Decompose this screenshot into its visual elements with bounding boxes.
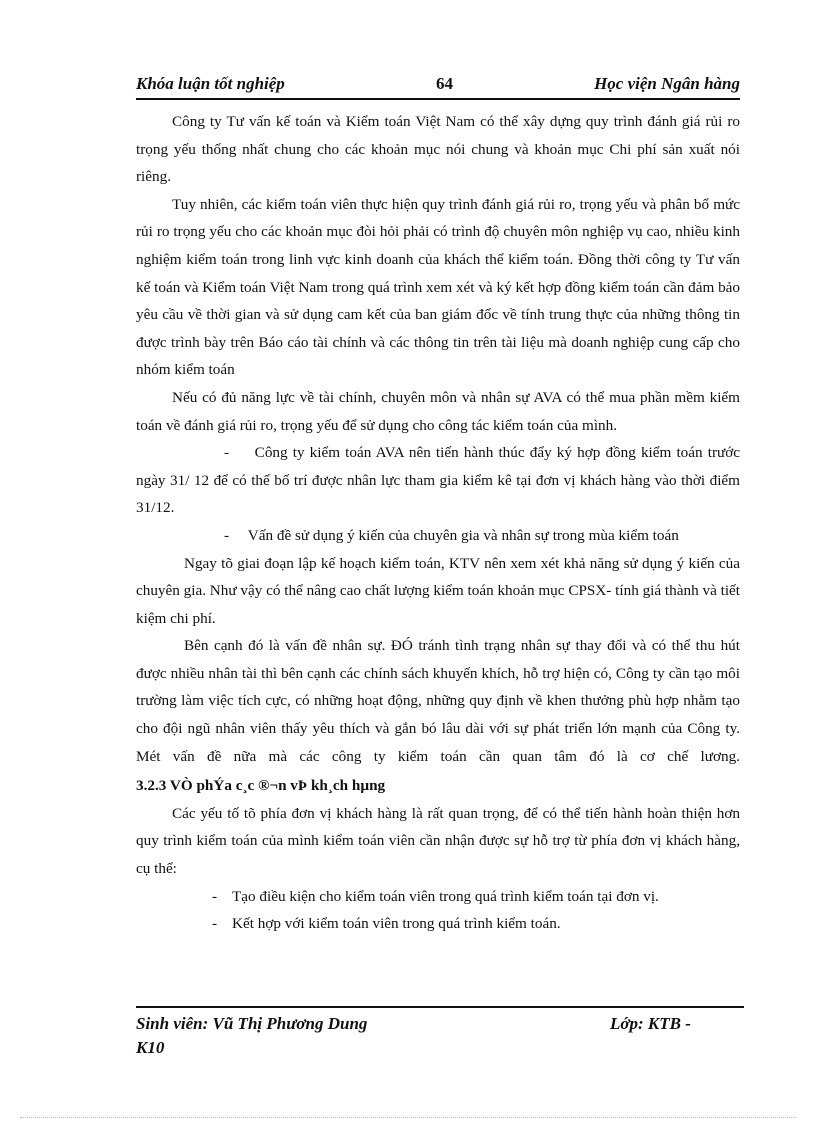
page-number: 64 <box>436 74 453 93</box>
header-title: Khóa luận tốt nghiệp <box>136 74 285 93</box>
dash-paragraph: - Công ty kiểm toán AVA nên tiến hành thúc đẩy ký hợp đồng kiểm toán trước ngày 31/ 12 để có thể bố trí được nhân lực tham gia kiểm kê tại đơn vị khách hàng vào thời điểm 31/12. <box>136 444 744 517</box>
bullet-item <box>136 883 740 911</box>
dash-paragraph: - Vấn đề sử dụng ý kiến của chuyên gia và nhân sự trong mùa kiểm toán <box>224 526 679 544</box>
section-heading: 3.2.3 VÒ phÝa c¸c ®¬n vÞ kh¸ch hµng <box>136 777 386 795</box>
document-body <box>136 108 744 938</box>
bullet-item <box>136 910 740 938</box>
bullet-marker: - <box>212 915 218 933</box>
footer-student: Sinh viên: Vũ Thị Phương Dung <box>136 1014 368 1033</box>
paragraph: Tuy nhiên, các kiểm toán viên thực hiện quy trình đánh giá rủi ro, trọng yếu và phân bổ mức rủi ro trọng yếu cho các khoản mục đòi hỏi phải có trình độ chuyên môn nghiệp vụ cao, nhiều kinh nghiệm kiểm toán trong linh vực kinh doanh của khách thể kiểm toán. Đồng thời công ty Tư vấn kế toán và Kiểm toán Việt Nam trong quá trình xem xét và ký kết hợp đồng kiểm toán cần đảm bảo yêu cầu về thời gian và sử dụng cam kết của ban giám đốc về tính trung thực của những thông tin được trình bày trên Báo cáo tài chính và các thông tin trên tài liệu mà doanh nghiệp cung cấp cho nhóm kiểm toán <box>136 195 740 379</box>
header-institution: Học viện Ngân hàng <box>594 74 740 93</box>
paragraph: Nếu có đủ năng lực về tài chính, chuyên môn và nhân sự AVA có thể mua phần mềm kiểm toán về đánh giá rủi ro, trọng yếu để sử dụng cho công tác kiểm toán của mình. <box>136 388 740 434</box>
paragraph: Bên cạnh đó là vấn đề nhân sự. ĐÓ tránh tình trạng nhân sự thay đổi và có thể thu hút được nhiều nhân tài thì bên cạnh các chính sách khuyến khích, hỗ trợ hiện có, Công ty cần tạo môi trường làm việc tích cực, có những hoạt động, những quy định về khen thưởng phù hợp nhằm tạo cho đội ngũ nhân viên thấy yêu thích và gắn bó lâu dài với sự phát triển lớn mạnh của Công ty. Mét vấn đề nữa mà các công ty kiểm toán cần quan tâm đó là cơ chế lương. <box>136 637 740 765</box>
page-bottom-divider <box>20 1117 796 1118</box>
page-header <box>136 72 740 100</box>
paragraph: Công ty Tư vấn kế toán và Kiểm toán Việt Nam có thể xây dựng quy trình đánh giá rủi ro trọng yếu thống nhất chung cho các khoản mục nói chung và khoản mục Chi phí sản xuất nói riêng. <box>136 113 740 186</box>
footer-class-cont: K10 <box>136 1038 165 1057</box>
bullet-text: Kết hợp với kiểm toán viên trong quá trình kiểm toán. <box>232 915 561 933</box>
paragraph: Ngay tõ giai đoạn lập kế hoạch kiểm toán, KTV nên xem xét khả năng sử dụng ý kiến của chuyên gia. Như vậy có thể nâng cao chất lượng kiểm toán khoản mục CPSX- tính giá thành và tiết kiệm chi phí. <box>136 554 741 627</box>
bullet-marker: - <box>212 887 218 905</box>
paragraph: Các yếu tố tõ phía đơn vị khách hàng là rất quan trọng, để có thể tiến hành hoàn thiện hơn quy trình kiểm toán của mình kiểm toán viên cần nhận được sự hỗ trợ từ phía đơn vị khách hàng, cụ thể: <box>136 804 740 878</box>
footer-class: Lớp: KTB - <box>610 1014 691 1033</box>
bullet-text: Tạo điều kiện cho kiểm toán viên trong quá trình kiểm toán tại đơn vị. <box>232 887 659 905</box>
page-footer <box>136 1006 744 1057</box>
